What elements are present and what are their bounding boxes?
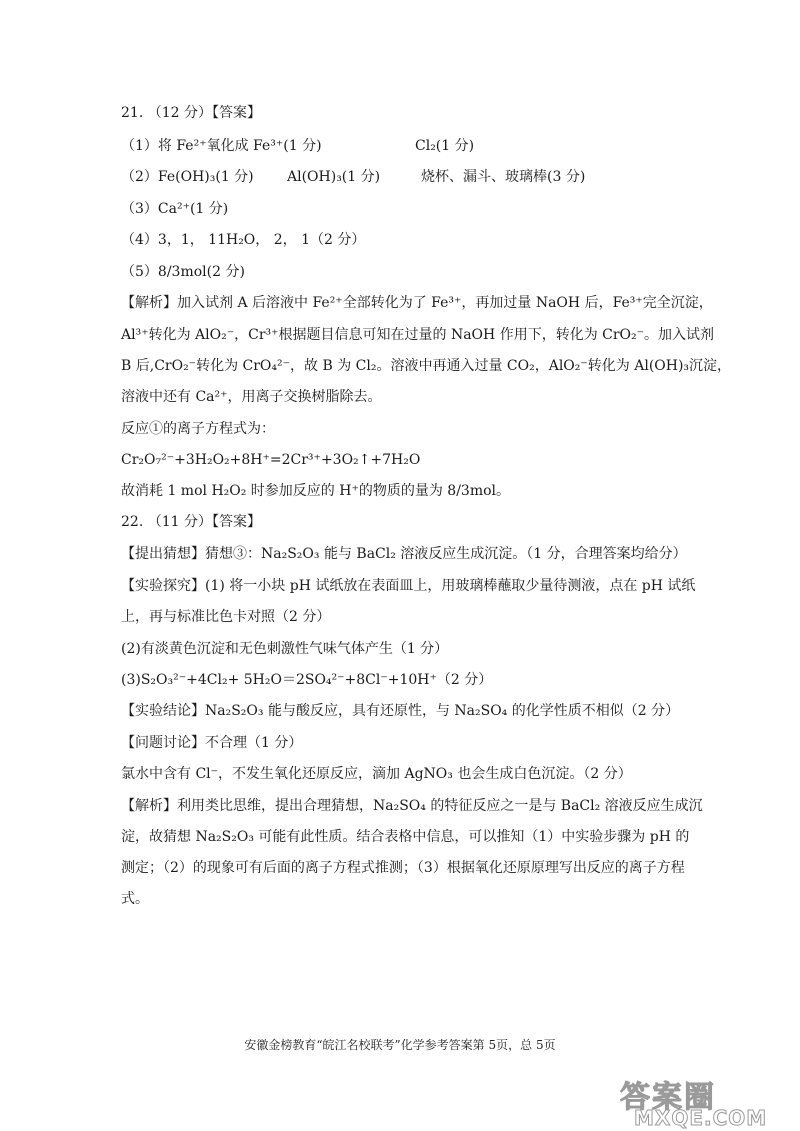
q21-answer-2-left: （2）Fe(OH)₃(1 分) [121, 169, 254, 185]
q21-answer-2-mid: Al(OH)₃(1 分) [287, 169, 381, 185]
q22-explore-line-4: (3)S₂O₃²⁻+4Cl₂+ 5H₂O＝2SO₄²⁻+8Cl⁻+10H⁺（2 分） [121, 672, 493, 688]
q21-answer-2-right: 烧杯、漏斗、玻璃棒(3 分) [421, 169, 586, 185]
q21-answer-4: （4）3，1， 11H₂O， 2， 1（2 分） [121, 232, 366, 248]
page-footer: 安徽金榜教育“皖江名校联考”化学参考答案第 5页，总 5页 [244, 1038, 556, 1052]
q21-answer-2-row [121, 168, 721, 186]
q22-analysis-line-1: 【解析】利用类比思维，提出合理猜想，Na₂SO₄ 的特征反应之一是与 BaCl₂ 溶液反应生成沉 [121, 798, 703, 814]
q21-analysis-line-3: B 后,CrO₂⁻转化为 CrO₄²⁻，故 B 为 Cl₂。溶液中再通入过量 CO₂，AlO₂⁻转化为 Al(OH)₃沉淀， [121, 358, 732, 374]
q21-header: 21. （12 分）【答案】 [121, 105, 261, 121]
q22-explore-line-1: 【实验探究】(1) 将一小块 pH 试纸放在表面皿上，用玻璃棒蘸取少量待测液，点在 pH 试纸 [121, 578, 696, 594]
q22-explore-line-2: 上，再与标准比色卡对照（2 分） [121, 609, 331, 625]
q22-header: 22. （11 分）【答案】 [121, 514, 261, 530]
q22-analysis-line-4: 式。 [121, 891, 149, 907]
q22-discussion-detail: 氯水中含有 Cl⁻，不发生氧化还原反应，滴加 AgNO₃ 也会生成白色沉淀。（2 分） [121, 766, 632, 782]
q21-analysis-line-1: 【解析】加入试剂 A 后溶液中 Fe²⁺全部转化为了 Fe³⁺，再加过量 NaOH 后，Fe³⁺完全沉淀， [121, 295, 713, 311]
q22-experiment-conclusion: 【实验结论】Na₂S₂O₃ 能与酸反应，具有还原性，与 Na₂SO₄ 的化学性质不相似（2 分） [121, 703, 680, 719]
q22-analysis-line-2: 淀，故猜想 Na₂S₂O₃ 可能有此性质。结合表格中信息，可以推知（1）中实验步骤为 pH 的 [121, 829, 690, 845]
q21-answer-1-right: Cl₂(1 分) [415, 138, 475, 154]
site-watermark [608, 1076, 798, 1130]
watermark-top-text: 答案圈 [620, 1080, 716, 1115]
q22-explore-line-3: (2)有淡黄色沉淀和无色刺激性气味气体产生（1 分） [121, 641, 449, 657]
q21-conclusion: 故消耗 1 mol H₂O₂ 时参加反应的 H⁺的物质的量为 8/3mol。 [121, 483, 511, 499]
watermark-bottom-text: MXQE.COM [634, 1106, 768, 1130]
q21-reaction-label: 反应①的离子方程式为： [121, 421, 275, 437]
q21-answer-3: （3）Ca²⁺(1 分) [121, 201, 229, 217]
q21-analysis-line-2: Al³⁺转化为 AlO₂⁻，Cr³⁺根据题目信息可知在过量的 NaOH 作用下，转化为 CrO₂⁻。加入试剂 [121, 327, 715, 343]
q21-answer-1-left: （1）将 Fe²⁺氧化成 Fe³⁺(1 分) [121, 138, 322, 154]
q21-answer-1-row [121, 137, 721, 155]
q21-analysis-line-4: 溶液中还有 Ca²⁺，用离子交换树脂除去。 [121, 389, 382, 405]
q21-answer-5: （5）8/3mol(2 分) [121, 264, 245, 280]
q21-reaction-equation: Cr₂O₇²⁻+3H₂O₂+8H⁺=2Cr³⁺+3O₂↑+7H₂O [121, 452, 421, 468]
q22-hypothesis: 【提出猜想】猜想③：Na₂S₂O₃ 能与 BaCl₂ 溶液反应生成沉淀。（1 分，合理答案均给分） [121, 546, 687, 562]
q22-analysis-line-3: 测定；（2）的现象可有后面的离子方程式推测；（3）根据氧化还原原理写出反应的离子方程 [121, 860, 685, 876]
q22-discussion: 【问题讨论】不合理（1 分） [121, 735, 303, 751]
